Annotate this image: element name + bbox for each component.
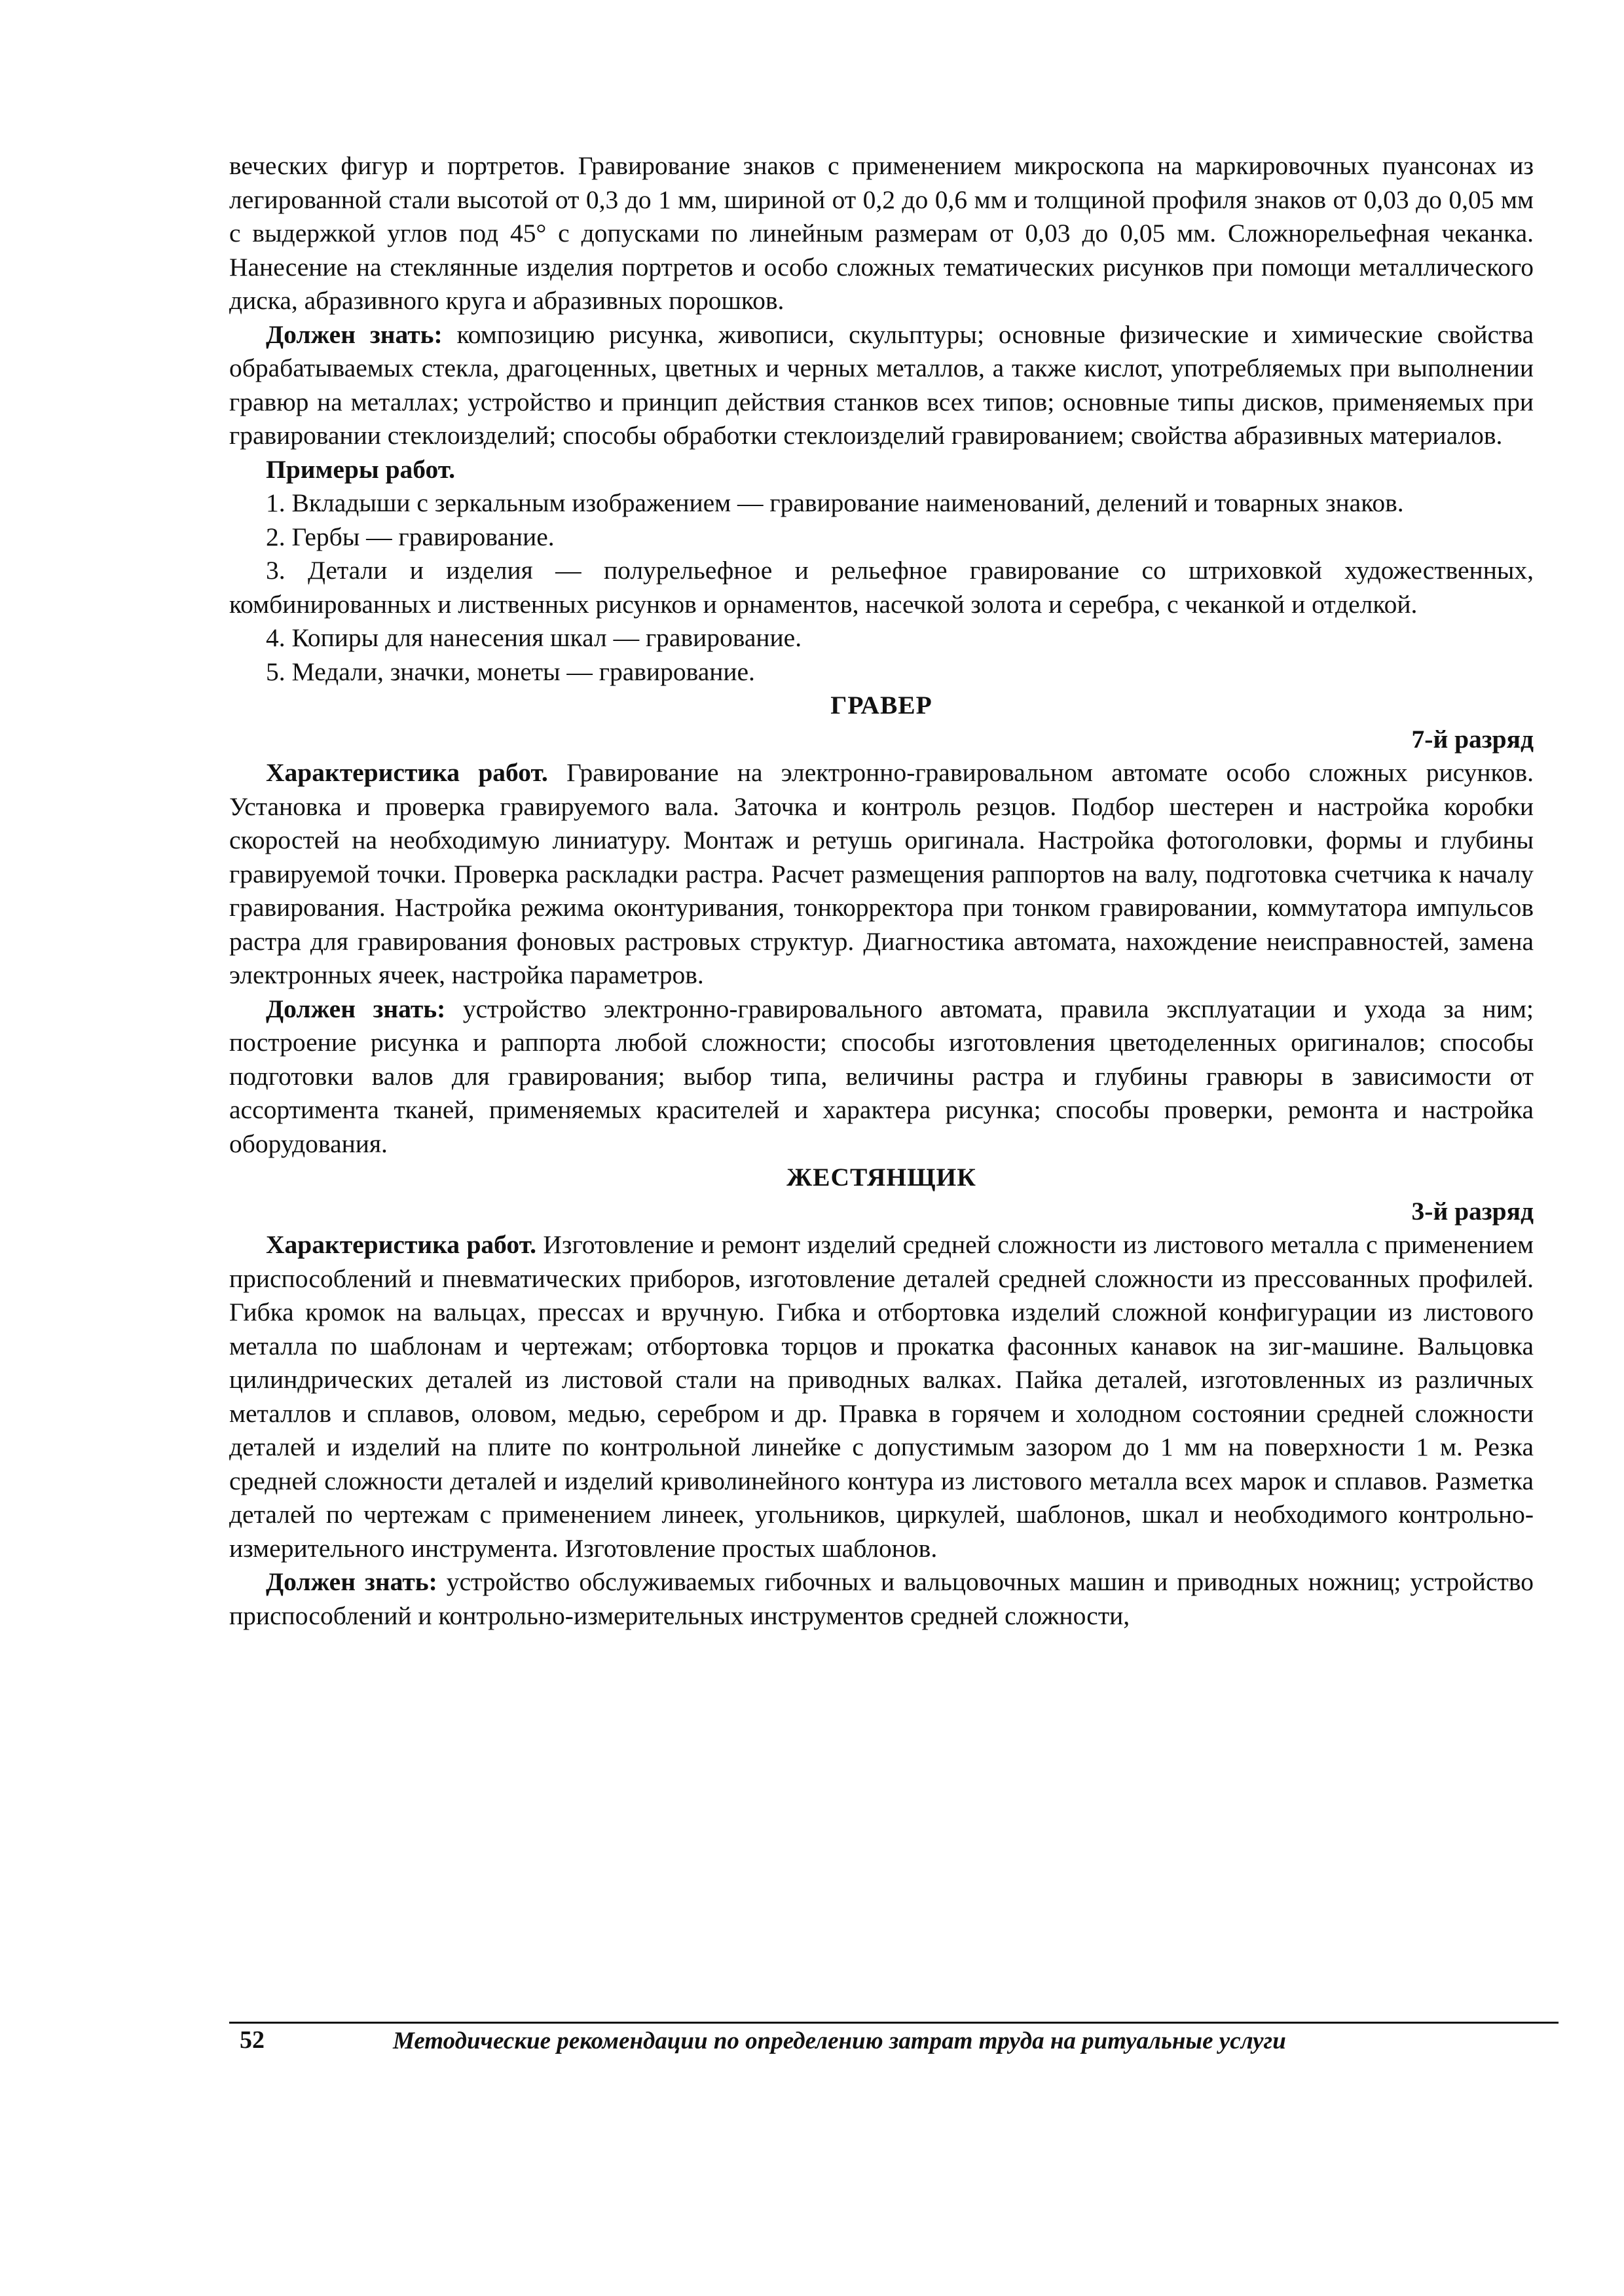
tinsmith-knowledge-label: Должен знать:: [266, 1567, 437, 1596]
tinsmith-characteristics-label: Характеристика работ.: [266, 1230, 536, 1259]
intro-continuation-paragraph: веческих фигур и портретов. Гравирование знаков с применением микроскопа на маркировочных пуансонах из легированной стали высотой от 0,3 до 1 мм, шириной от 0,2 до 0,6 мм и толщиной профиля знаков от 0,03 до 0,05 мм с выдержкой углов под 45° с допусками по линейным размерам от 0,03 до 0,05 мм. Сложнорельефная чеканка. Нанесение на стеклянные изделия портретов и особо сложных тематических рисунков при помощи металлического диска, абразивного круга и абразивных порошков.: [229, 151, 1534, 315]
footer-divider: [229, 2022, 1559, 2024]
tinsmith-characteristics-paragraph: [229, 1228, 1534, 1565]
tinsmith-characteristics-text: Изготовление и ремонт изделий средней сложности из листового металла с применением приспособлений и пневматических приборов, изготовление деталей средней сложности из прессованных профилей. Гибка кромок на вальцах, прессах и вручную. Гибка и отбортовка изделий сложной конфигурации из листового металла по шаблонам и чертежам; отбортовка торцов и прокатка фасонных канавок на зиг-машине. Вальцовка цилиндрических деталей из листовой стали на приводных валках. Пайка деталей, изготовленных из различных металлов и сплавов, оловом, медью, серебром и др. Правка в горячем и холодном состоянии средней сложности деталей и изделий на плите по контрольной линейке с допустимым зазором до 1 мм на поверхности 1 м. Резка средней сложности деталей и изделий криволинейного контура из листового металла всех марок и сплавов. Разметка деталей по чертежам с применением линеек, угольников, циркулей, шаблонов, шкал и необходимого контрольно-измерительного инструмента. Изготовление простых шаблонов.: [229, 1230, 1534, 1563]
engraver-characteristics-paragraph: [229, 756, 1534, 993]
example-item-5: 5. Медали, значки, монеты — гравирование.: [266, 657, 755, 686]
intro-knowledge-label: Должен знать:: [266, 319, 443, 349]
engraver-grade: 7-й разряд: [1411, 724, 1534, 754]
tinsmith-knowledge-paragraph: [229, 1565, 1534, 1633]
tinsmith-knowledge-text: устройство обслуживаемых гибочных и вальцовочных машин и приводных ножниц; устройство приспособлений и контрольно-измерительных инструментов средней сложности,: [229, 1567, 1534, 1630]
example-item-2: 2. Гербы — гравирование.: [266, 522, 555, 551]
page-body: [229, 149, 1534, 1633]
example-item-1: 1. Вкладыши с зеркальным изображением — гравирование наименований, делений и товарных знаков.: [266, 488, 1404, 517]
tinsmith-section-title: ЖЕСТЯНЩИК: [786, 1163, 976, 1192]
examples-heading: Примеры работ.: [266, 454, 456, 484]
intro-knowledge-paragraph: [229, 318, 1534, 453]
engraver-characteristics-label: Характеристика работ.: [266, 758, 548, 787]
engraver-section-title: ГРАВЕР: [830, 691, 932, 720]
engraver-knowledge-paragraph: [229, 993, 1534, 1161]
page-number: 52: [240, 2026, 265, 2054]
engraver-knowledge-label: Должен знать:: [266, 994, 446, 1023]
example-item-3: 3. Детали и изделия — полурельефное и рельефное гравирование со штриховкой художественных, комбинированных и лиственных рисунков и орнаментов, насечкой золота и серебра, с чеканкой и отделкой.: [229, 556, 1534, 619]
example-item-4: 4. Копиры для нанесения шкал — гравирование.: [266, 623, 802, 652]
engraver-knowledge-text: устройство электронно-гравировального автомата, правила эксплуатации и ухода за ним; построение рисунка и раппорта любой сложности; способы изготовления цветоделенных оригиналов; способы подготовки валов для гравирования; выбор типа, величины растра и глубины гравюры в зависимости от ассортимента тканей, применяемых красителей и характера рисунка; способы проверки, ремонта и настройка оборудования.: [229, 994, 1534, 1158]
running-title: Методические рекомендации по определению затрат труда на ритуальные услуги: [393, 2028, 1286, 2054]
intro-knowledge-text: композицию рисунка, живописи, скульптуры; основные физические и химические свойства обрабатываемых стекла, драгоценных, цветных и черных металлов, а также кислот, употребляемых при выполнении гравюр на металлах; устройство и принцип действия станков всех типов; основные типы дисков, применяемых при гравировании стеклоизделий; способы обработки стеклоизделий гравированием; свойства абразивных материалов.: [229, 319, 1534, 450]
engraver-characteristics-text: Гравирование на электронно-гравировальном автомате особо сложных рисунков. Установка и проверка гравируемого вала. Заточка и контроль резцов. Подбор шестерен и настройка коробки скоростей на необходимую линиатуру. Монтаж и ретушь оригинала. Настройка фотоголовки, формы и глубины гравируемой точки. Проверка раскладки растра. Расчет размещения раппортов на валу, подготовка счетчика к началу гравирования. Настройка режима оконтуривания, тонкорректора при тонком гравировании, коммутатора импульсов растра для гравирования фоновых растровых структур. Диагностика автомата, нахождение неисправностей, замена электронных ячеек, настройка параметров.: [229, 758, 1534, 989]
tinsmith-grade: 3-й разряд: [1411, 1196, 1534, 1226]
